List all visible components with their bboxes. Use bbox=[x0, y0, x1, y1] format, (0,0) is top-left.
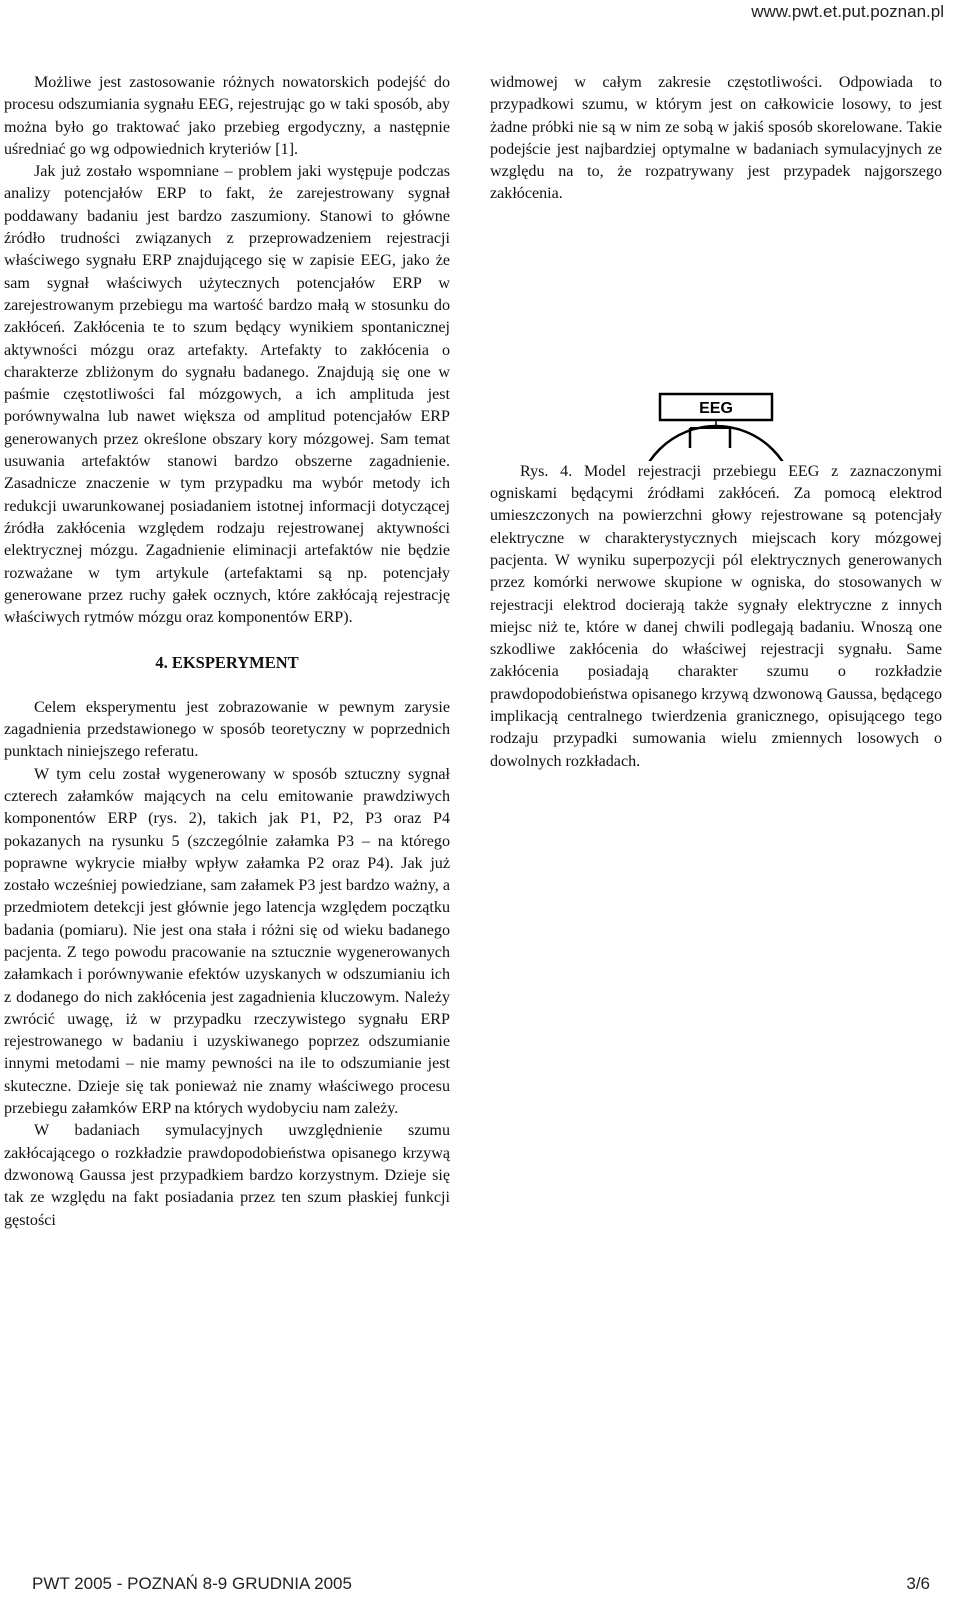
eeg-head-diagram bbox=[490, 206, 942, 461]
paragraph: Możliwe jest zastosowanie różnych nowatorskich podejść do procesu odszumiania sygnału EEG, rejestrując go w taki sposób, aby można było go traktować jako przebieg ergodyczny, a następnie uśredniać go wg odpowiednich kryteriów [1]. bbox=[4, 74, 450, 158]
section-heading: 4. EKSPERYMENT bbox=[155, 653, 299, 673]
paragraph: widmowej w całym zakresie częstotliwości. Odpowiada to przypadkowi szumu, w którym jest on całkowicie losowy, to jest żadne próbki nie są w nim ze sobą w jakiś sposób skorelowane. Takie podejście jest najbardziej optymalne w badaniach symulacyjnych ze względu na to, że rozpatrywany jest przypadek najgorszego zakłócenia. bbox=[490, 74, 942, 203]
footer-left: PWT 2005 - POZNAŃ 8-9 GRUDNIA 2005 bbox=[32, 1574, 352, 1593]
header-url: www.pwt.et.put.poznan.pl bbox=[751, 2, 944, 21]
paragraph: W badaniach symulacyjnych uwzględnienie szumu zakłócającego o rozkładzie prawdopodobieństwa opisanego krzywą dzwonową Gaussa jest przypadkiem bardzo korzystnym. Dzieje się tak ze względu na fakt posiadania przez ten szum płaskiej funkcji gęstości bbox=[4, 1122, 450, 1229]
eeg-label: EEG bbox=[699, 399, 733, 417]
figure-4-caption: Rys. 4. Model rejestracji przebiegu EEG z zaznaczonymi ogniskami będącymi źródłami zakłóceń. Za pomocą elektrod umieszczonych na powierzchni głowy rejestrowane są potencjały elektryczne w charakterystycznych miejscach kory mózgowej pacjenta. W wyniku superpozycji pól elektrycznych generowanych przez komórki nerwowe skupione w ogniska, do stosowanych w rejestracji elektrod docierają także sygnały elektryczne z innych miejsc niż te, które w danej chwili podlegają badaniu. Wnoszą one szkodliwe zakłócenia do właściwej rejestracji sygnału. Same zakłócenia posiadają charakter szumu o rozkładzie prawdopodobieństwa opisanego krzywą dzwonową Gaussa, będącego implikacją centralnego twierdzenia granicznego, opisującego tego rodzaju przypadki sumowania wielu zmiennych losowych o dowolnych rozkładach. bbox=[490, 462, 942, 770]
left-column bbox=[4, 72, 450, 1232]
right-column bbox=[490, 72, 942, 773]
paragraph: W tym celu został wygenerowany w sposób sztuczny sygnał czterech załamków mających na celu emitowanie prawdziwych komponentów ERP (rys. 2), takich jak P1, P2, P3 oraz P4 pokazanych na rysunku 5 (szczególnie załamka P3 – na którego poprawne wykrycie miałby wpływ załamka P2 oraz P4). Jak już zostało wcześniej powiedziane, sam załamek P3 jest bardzo ważny, a przedmiotem detekcji jest głównie jego latencja względem początku badania (pomiaru). Nie jest ona stała i różni się od wieku badanego pacjenta. Z tego powodu pracowanie na sztucznie wygenerowanych załamkach i porównywanie efektów uzyskanych w odszumianiu ich z dodanego do nich zakłócenia jest zagadnienia kluczowym. Należy zwrócić uwagę, iż w przypadku rzeczywistego sygnału ERP rejestrowanego w badaniu i uzyskiwanego poprzez odszumianie innymi metodami – nie mamy pewności na ile to odszumianie jest skuteczne. Dzieje się tak ponieważ nie znamy właściwego procesu przebiegu załamków ERP na których wydobyciu nam zależy. bbox=[4, 765, 450, 1118]
figure-eeg-model bbox=[490, 206, 942, 461]
footer-right: 3/6 bbox=[906, 1574, 930, 1593]
paragraph: Celem eksperymentu jest zobrazowanie w pewnym zarysie zagadnienia przedstawionego w sposób teoretyczny w poprzednich punktach niniejszego referatu. bbox=[4, 698, 450, 761]
paragraph: Jak już zostało wspomniane – problem jaki występuje podczas analizy potencjałów ERP to fakt, że zarejestrowany sygnał poddawany badaniu jest bardzo zaszumiony. Stanowi to główne źródło trudności związanych z przeprowadzeniem rejestracji właściwego sygnału ERP znajdującego się w zapisie EEG, jako że sam sygnał właściwych użytecznych potencjałów ERP w zarejestrowanym przebiegu ma wartość bardzo małą w stosunku do zakłóceń. Zakłócenia te to szum będący wynikiem spontanicznej aktywności mózgu oraz artefakty. Artefakty to zakłócenia o charakterze zbliżonym do sygnału badanego. Znajdują się one w paśmie częstotliwości fal mózgowych, a ich amplituda jest porównywalna lub nawet większa od amplitud potencjałów ERP generowanych przez określone obszary kory mózgowej. Sam temat usuwania artefaktów stanowi bardzo obszerne zagadnienie. Zasadnicze znaczenie w tym przypadku ma wybór metody ich redukcji uwarunkowanej posiadaniem istotnej informacji dotyczącej źródła zakłócenia względem rodzaju rejestrowanej aktywności elektrycznej mózgu. Zagadnienie eliminacji artefaktów nie będzie rozważane w tym artykule (artefaktami są np. potencjały generowane przez ruchy gałek ocznych, które zakłócają rejestrację właściwych rytmów mózgu oraz komponentów ERP). bbox=[4, 163, 450, 627]
